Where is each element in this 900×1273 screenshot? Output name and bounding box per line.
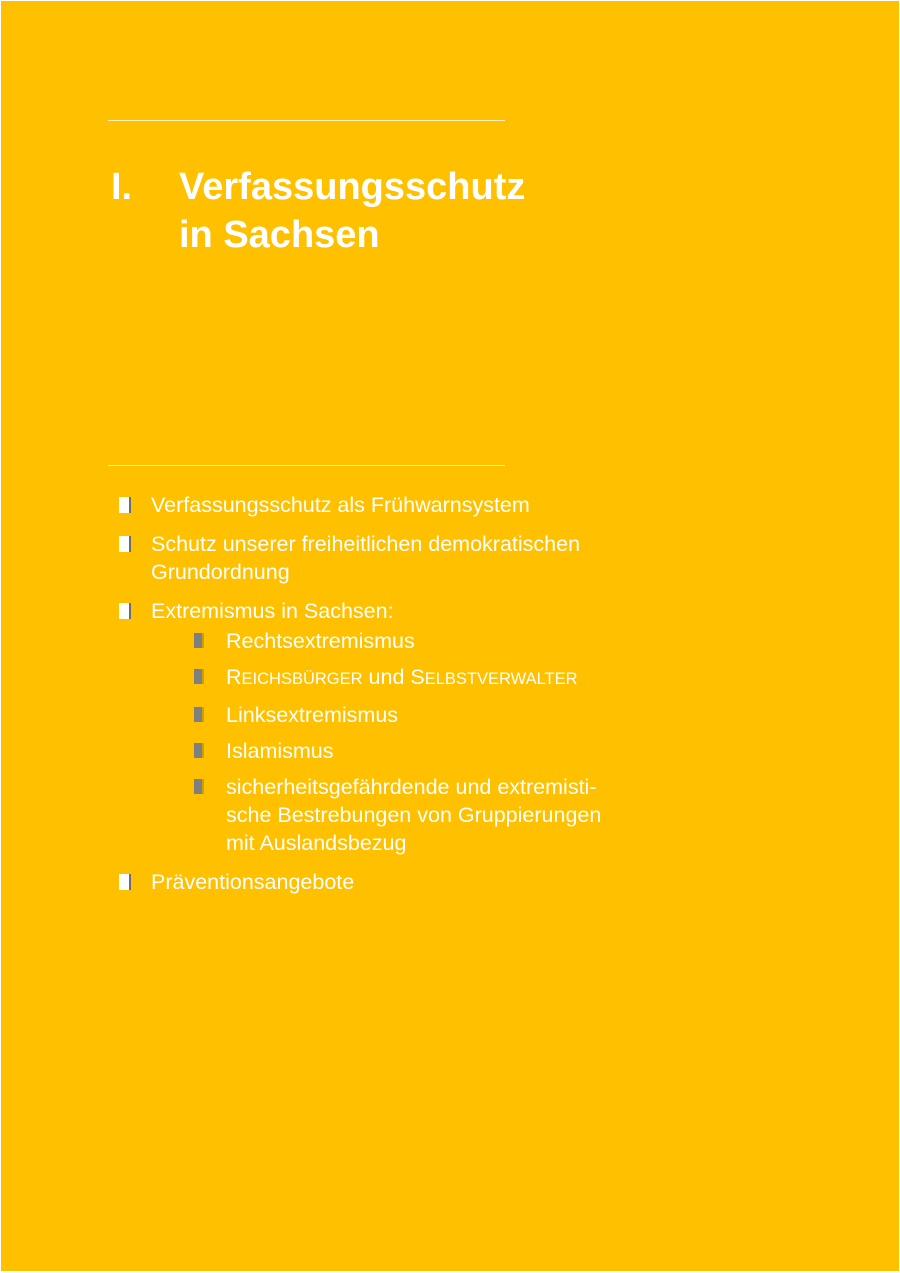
contents-item-fruehwarnsystem bbox=[119, 491, 679, 519]
middle-divider bbox=[108, 465, 505, 466]
subitem-label: REICHSBÜRGER und SELBSTVERWALTER bbox=[226, 665, 578, 689]
square-bullet-icon bbox=[119, 874, 129, 890]
subitem-label-line-1: sicherheitsgefährdende und extremisti- bbox=[226, 775, 597, 799]
extremismus-sublist bbox=[151, 627, 679, 857]
contents-item-grundordnung bbox=[119, 530, 679, 586]
subitem-label-line-2: sche Bestrebungen von Gruppierungen bbox=[226, 803, 602, 827]
contents-item-label-line-1: Schutz unserer freiheitlichen demokratischen bbox=[151, 532, 581, 556]
subitem-linksextremismus bbox=[194, 701, 679, 729]
contents-item-label: Präventionsangebote bbox=[151, 870, 355, 894]
chapter-title-line-2: in Sachsen bbox=[179, 214, 380, 256]
chapter-cover-page bbox=[1, 1, 899, 1271]
grey-square-bullet-icon bbox=[194, 779, 202, 794]
contents-item-extremismus bbox=[119, 597, 679, 857]
subitem-label: Islamismus bbox=[226, 739, 334, 763]
grey-square-bullet-icon bbox=[194, 743, 202, 758]
square-bullet-icon bbox=[119, 497, 129, 513]
top-divider bbox=[108, 120, 505, 121]
subitem-reichsbuerger bbox=[194, 663, 679, 693]
subitem-label: Linksextremismus bbox=[226, 703, 399, 727]
contents-item-label-line-2: Grundordnung bbox=[151, 560, 290, 584]
chapter-title-line-1: Verfassungsschutz bbox=[179, 166, 526, 208]
grey-square-bullet-icon bbox=[194, 707, 202, 722]
grey-square-bullet-icon bbox=[194, 633, 202, 648]
contents-item-praevention bbox=[119, 868, 679, 896]
subitem-label-line-3: mit Auslandsbezug bbox=[226, 831, 407, 855]
subitem-auslandsbezug bbox=[194, 773, 679, 857]
contents-item-label: Extremismus in Sachsen: bbox=[151, 599, 394, 623]
subitem-rechtsextremismus bbox=[194, 627, 679, 655]
square-bullet-icon bbox=[119, 603, 129, 619]
chapter-title bbox=[179, 163, 679, 259]
subitem-label: Rechtsextremismus bbox=[226, 629, 415, 653]
chapter-number: I. bbox=[111, 166, 133, 208]
grey-square-bullet-icon bbox=[194, 669, 202, 684]
subitem-islamismus bbox=[194, 737, 679, 765]
square-bullet-icon bbox=[119, 536, 129, 552]
chapter-contents-list bbox=[119, 491, 679, 907]
contents-item-label: Verfassungsschutz als Frühwarnsystem bbox=[151, 493, 530, 517]
